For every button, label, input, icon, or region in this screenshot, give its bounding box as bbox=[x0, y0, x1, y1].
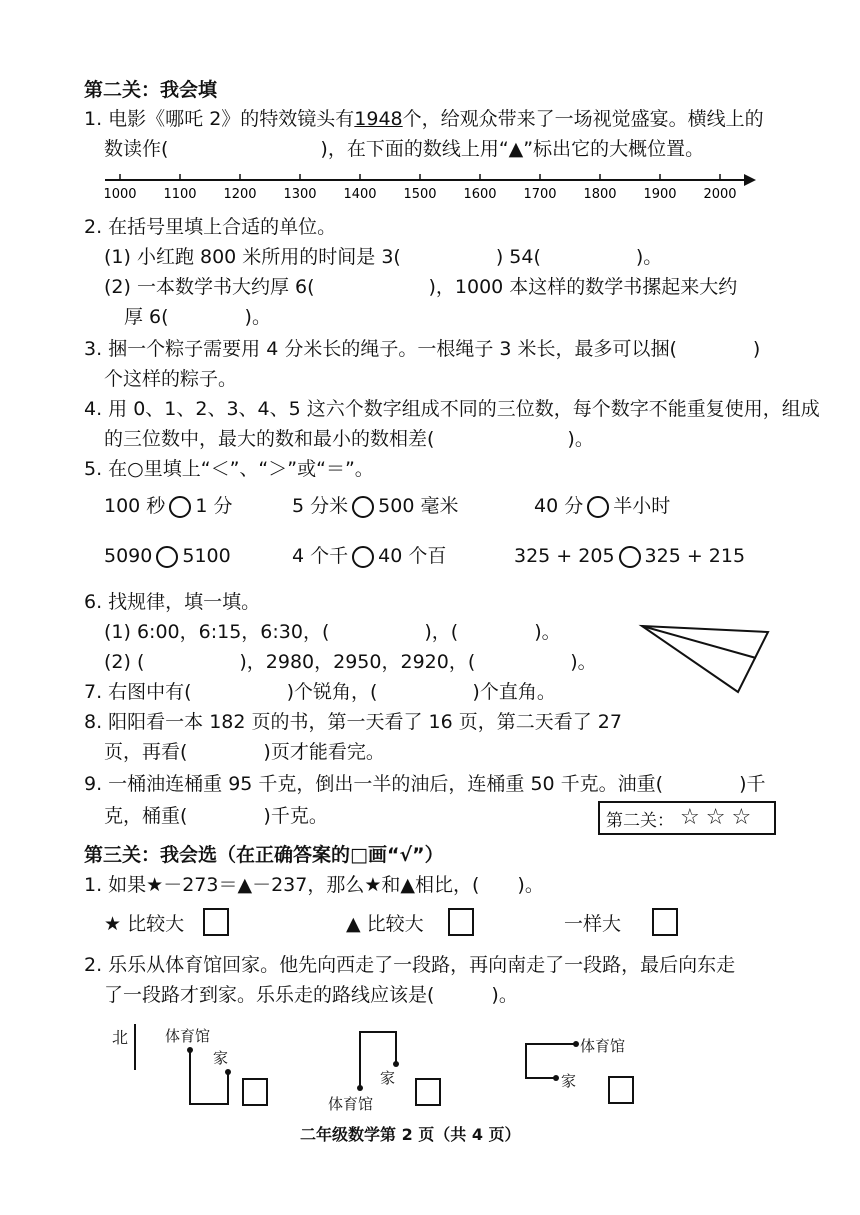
q7: 7. 右图中有( )个锐角，( )个直角。 bbox=[84, 681, 556, 703]
q1-line1-pre: 1. 电影《哪吒 2》的特效镜头有 bbox=[84, 108, 355, 130]
compare-item: 5 分米 500 毫米 bbox=[292, 495, 459, 517]
number-line-tick-label: 2000 bbox=[703, 187, 737, 202]
section2-score-stamp bbox=[598, 801, 776, 835]
north-label: 北 bbox=[112, 1028, 129, 1047]
s3-q1: 1. 如果★－273＝▲－237，那么★和▲相比，( )。 bbox=[84, 874, 544, 896]
route-b-gym-label: 体育馆 bbox=[328, 1095, 374, 1113]
s3-q2-line1: 2. 乐乐从体育馆回家。他先向西走了一段路，再向南走了一段路，最后向东走 bbox=[84, 954, 736, 976]
number-line-tick-label: 1200 bbox=[223, 187, 257, 202]
star-icon: ☆ bbox=[705, 805, 726, 830]
answer-checkbox[interactable] bbox=[415, 1078, 441, 1106]
compare-circle[interactable] bbox=[169, 496, 191, 518]
triangle-figure bbox=[636, 620, 776, 700]
q4-line2: 的三位数中，最大的数和最小的数相差( )。 bbox=[104, 428, 594, 450]
q1-number: 1948 bbox=[354, 108, 403, 130]
compare-item: 100 秒 1 分 bbox=[104, 495, 233, 517]
answer-checkbox[interactable] bbox=[652, 908, 678, 936]
number-line-tick-label: 1600 bbox=[463, 187, 497, 202]
q3-line1: 3. 捆一个粽子需要用 4 分米长的绳子。一根绳子 3 米长，最多可以捆( ) bbox=[84, 338, 761, 360]
number-line-tick-label: 1000 bbox=[103, 187, 137, 202]
q1-line1-post: 个，给观众带来了一场视觉盛宴。横线上的 bbox=[402, 108, 764, 130]
q8-line2: 页，再看( )页才能看完。 bbox=[104, 741, 385, 763]
star-icon: ☆ bbox=[731, 805, 752, 830]
answer-checkbox[interactable] bbox=[203, 908, 229, 936]
q6-title: 6. 找规律，填一填。 bbox=[84, 591, 261, 613]
q6-part2: (2) ( )，2980，2950，2920，( )。 bbox=[104, 651, 597, 673]
compare-circle[interactable] bbox=[352, 546, 374, 568]
route-c-home-label: 家 bbox=[561, 1072, 577, 1090]
q2-part2a: (2) 一本数学书大约厚 6( )，1000 本这样的数学书摞起来大约 bbox=[104, 276, 738, 298]
compare-item: 40 分 半小时 bbox=[534, 495, 671, 517]
compare-item: 4 个千 40 个百 bbox=[292, 545, 447, 567]
compare-circle[interactable] bbox=[587, 496, 609, 518]
compare-circle[interactable] bbox=[156, 546, 178, 568]
compare-circle[interactable] bbox=[619, 546, 641, 568]
route-a-gym-label: 体育馆 bbox=[165, 1027, 211, 1045]
section3-title: 第三关：我会选（在正确答案的□画“√”） bbox=[84, 844, 444, 866]
q9-line1: 9. 一桶油连桶重 95 千克，倒出一半的油后，连桶重 50 千克。油重( )千 bbox=[84, 773, 766, 795]
number-line-tick-label: 1400 bbox=[343, 187, 377, 202]
compare-item: 5090 5100 bbox=[104, 545, 231, 567]
q2-title: 2. 在括号里填上合适的单位。 bbox=[84, 216, 337, 238]
number-line bbox=[100, 168, 760, 208]
section2-title: 第二关：我会填 bbox=[84, 79, 218, 101]
number-line-tick-label: 1500 bbox=[403, 187, 437, 202]
number-line-tick-label: 1700 bbox=[523, 187, 557, 202]
q2-part1: (1) 小红跑 800 米所用的时间是 3( ) 54( )。 bbox=[104, 246, 663, 268]
s3-q2-line2: 了一段路才到家。乐乐走的路线应该是( )。 bbox=[104, 984, 518, 1006]
north-line bbox=[132, 1022, 138, 1072]
star-icon: ☆ bbox=[680, 805, 700, 830]
route-c-path bbox=[518, 1036, 588, 1086]
q4-line1: 4. 用 0、1、2、3、4、5 这六个数字组成不同的三位数，每个数字不能重复使用，组成 bbox=[84, 398, 820, 420]
s3-q1-option-equal: 一样大 bbox=[564, 913, 622, 935]
q8-line1: 8. 阳阳看一本 182 页的书，第一天看了 16 页，第二天看了 27 bbox=[84, 711, 622, 733]
compare-circle[interactable] bbox=[352, 496, 374, 518]
answer-checkbox[interactable] bbox=[242, 1078, 268, 1106]
q3-line2: 个这样的粽子。 bbox=[104, 368, 238, 390]
compare-item: 325 + 205 325 + 215 bbox=[514, 545, 746, 567]
s3-q1-option-star: ★ 比较大 bbox=[104, 913, 185, 935]
q6-part1: (1) 6:00，6:15，6:30，( )，( )。 bbox=[104, 621, 561, 643]
number-line-tick-label: 1800 bbox=[583, 187, 617, 202]
number-line-tick-label: 1300 bbox=[283, 187, 317, 202]
q2-part2b: 厚 6( )。 bbox=[124, 306, 271, 328]
stamp-label: 第二关： bbox=[606, 810, 674, 831]
page-footer: 二年级数学第 2 页（共 4 页） bbox=[300, 1125, 521, 1144]
q1-line1 bbox=[84, 107, 764, 131]
s3-q1-option-triangle: ▲ 比较大 bbox=[346, 913, 424, 935]
route-b-home-label: 家 bbox=[380, 1069, 396, 1087]
route-a-home-label: 家 bbox=[213, 1049, 229, 1067]
answer-checkbox[interactable] bbox=[608, 1076, 634, 1104]
number-line-tick-label: 1100 bbox=[163, 187, 197, 202]
q9-line2: 克，桶重( )千克。 bbox=[104, 805, 328, 827]
q1-line2: 数读作( )，在下面的数线上用“▲”标出它的大概位置。 bbox=[104, 138, 705, 160]
number-line-tick-label: 1900 bbox=[643, 187, 677, 202]
answer-checkbox[interactable] bbox=[448, 908, 474, 936]
route-c-gym-label: 体育馆 bbox=[580, 1037, 626, 1055]
route-a-path bbox=[180, 1040, 240, 1110]
q5-title: 5. 在○里填上“＜”、“＞”或“＝”。 bbox=[84, 458, 374, 480]
